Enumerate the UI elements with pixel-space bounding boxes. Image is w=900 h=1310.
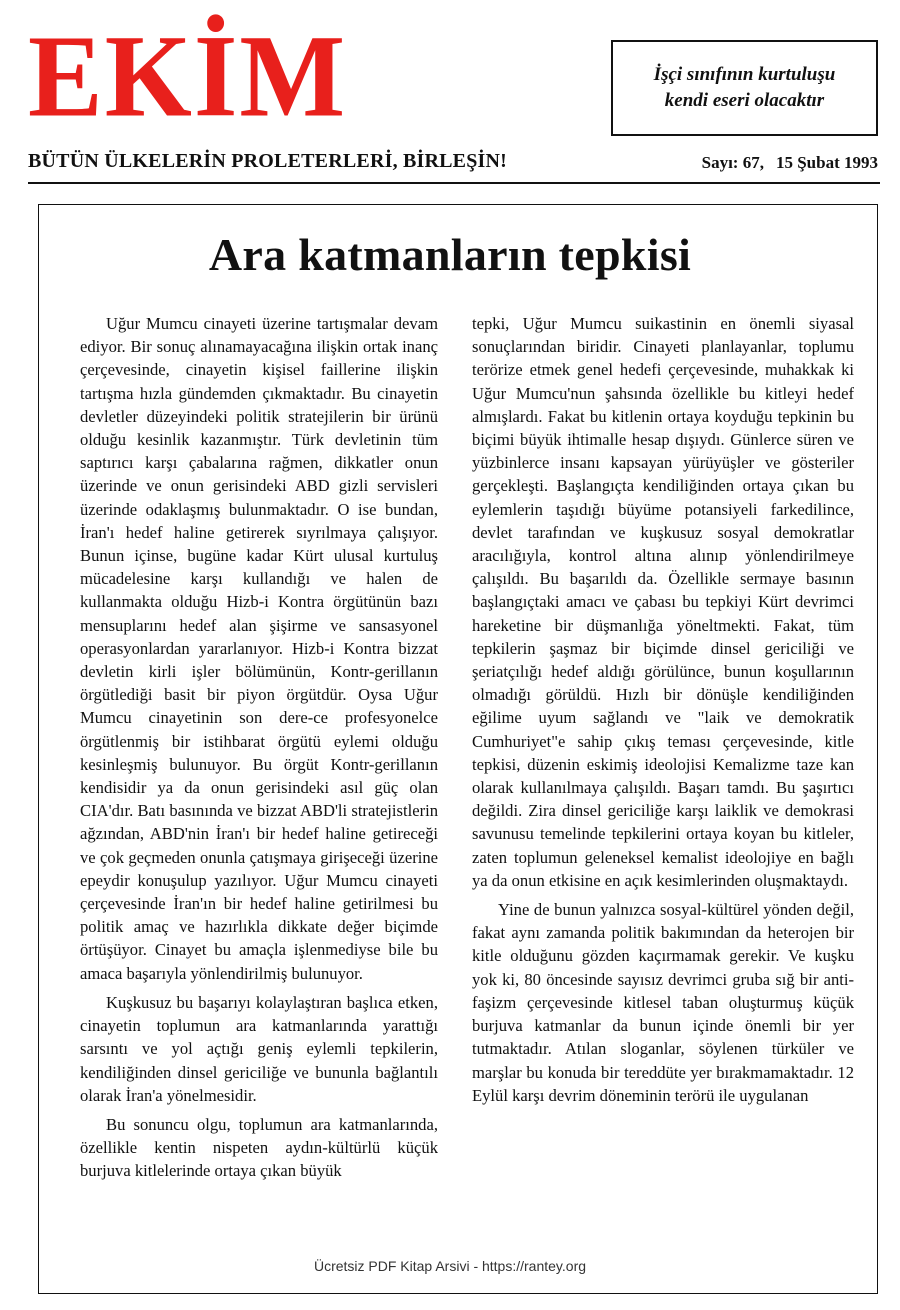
- article-column-left: [80, 312, 438, 1272]
- article-paragraph: Yine de bunun yalnızca sosyal-kültürel yönden değil, fakat aynı zamanda politik bakımından da heterojen bir kitle olduğunu gözden kaçırmamak gerekir. Ve kuşku yok ki, 80 öncesinde sayısız devrimci gruba sığ bir anti-faşizm çerçevesinde kitlesel taban oluşturmuş küçük burjuva katmanlar da bunun içinde önemli bir yer tutmaktadır. Atılan sloganlar, söylenen türküler ve marşlar bu konuda bir tereddüte yer bırakmamaktadır. 12 Eylül karşı devrim döneminin terörü ile uygulanan: [472, 900, 854, 1105]
- issue-number: Sayı: 67,: [701, 153, 764, 172]
- masthead-logo: EKİM: [28, 11, 348, 142]
- issue-info: [702, 153, 878, 173]
- article-headline: Ara katmanların tepkisi: [208, 229, 692, 280]
- masthead-motto: BÜTÜN ÜLKELERİN PROLETERLERİ, BİRLEŞİN!: [28, 150, 508, 172]
- slogan-line-1: İşçi sınıfının kurtuluşu: [653, 64, 836, 85]
- slogan-line-2: kendi eseri olacaktır: [664, 90, 825, 111]
- article-column-right: [472, 312, 854, 1272]
- article-paragraph: tepki, Uğur Mumcu suikastinin en önemli siyasal sonuçlarından biridir. Cinayeti planlayanlar, toplumu terörize etmek genel hedefi çerçevesinde, muhakkak ki Uğur Mumcu'nun şahsında özellikle bu kitleyi hedef almışlardı. Fakat bu kitlenin ortaya koyduğu tepkinin bu biçimi büyük ihtimalle hesap dışıydı. Günlerce süren ve yüzbinlerce insanı kapsayan yürüyüşler ve gösteriler gerçekleşti. Başlangıçta kendiliğinden ortaya çıkan bu eylemlerin taşıdığı büyüme potansiyeli farkedilince, devlet tarafından ve kuşkusuz sosyal demokratlar aracılığıyla, kontrol altına alınıp yönlendirilmeye çalışıldı. Bu başarıldı da. Özellikle sermaye basının başlangıçtaki amacı ve çabası bu tepkiyi Kürt devrimci hareketine bir düşmanlığa yöneltmekti. Fakat, tüm tepkilerin şaşmaz bir biçimde dinsel gericiliği ve şeriatçılığı hedef aldığı görülünce, bunun koşullarının olmadığı görüldü. Hızlı bir dönüşle kendiliğinden eğilime uyum sağlandı ve "laik ve demokratik Cumhuriyet"e sahip çıkış teması çerçevesinde, kitle tepkisi, düzenin eskimiş ideolojisi Kemalizme taze kan olarak kullanılmaya çalışıldı. Başarı tamdı. Bu şaşırtıcı değildi. Zira dinsel gericiliğe karşı laiklik ve demokrasi savunusu temelinde tepkilerini ortaya koyan bu kitleler, zaten toplumun geleneksel kemalist ideolojiye en bağlı ya da onun etkisine en açık kesimlerinden oluşmaktaydı.: [472, 314, 854, 890]
- slogan-box: [611, 40, 878, 136]
- article-paragraph: Kuşkusuz bu başarıyı kolaylaştıran başlıca etken, cinayetin toplumun ara katmanlarında yarattığı sarsıntı ve yol açtığı geniş eylemli tepkilerin, kendiliğinden dinsel gericiliğe ve bununla bağlantılı olarak İran'a yönelmesidir.: [80, 992, 438, 1105]
- article-paragraph: Uğur Mumcu cinayeti üzerine tartışmalar devam ediyor. Bir sonuç alınamayacağına ilişkin ortak inanç çerçevesinde, cinayetin kişisel faillerine ilişkin tartışma hızla gündemden çıkmaktadır. Bu cinayetin devletler düzeyindeki politik stratejilerin bir ürünü olduğu kesinlik kazanmıştır. Türk devletinin tüm saptırıcı karşı çabalarına rağmen, dikkatler onun üzerinde ve onun gerisindeki ABD gizli servisleri üzerinde odaklaşmış bulunmaktadır. O ise bundan, İran'ı hedef haline getirerek sıyrılmaya çalışıyor. Bunun içinse, bugüne kadar Kürt ulusal kurtuluş mücadelesine karşı kullandığı ve halen de kullanmakta olduğu Hizb-i Kontra örgütünün bazı mensuplarını hedef alan şişirme ve sansasyonel operasyonlardan yararlanıyor. Hizb-i Kontra bizzat devletin kirli işler bölümünün, Kontr-gerillanın örgütlediği basit bir piyon örgütdür. Oysa Uğur Mumcu cinayetinin son dere-ce profesyonelce örgütlenmiş bir istihbarat örgütü eylemi olduğu kesinleşmiş bulunuyor. Bu örgüt Kontr-gerillanın kendisidir ya da onun gerisindeki asıl güç olan CIA'dır. Batı basınında ve bizzat ABD'li stratejistlerin ağzından, ABD'nin İran'ı bir hedef haline getireceği ve çok geçmeden onunla çatışmaya girişeceği üzerine epeydir konuşulup yazılıyor. Uğur Mumcu cinayeti çerçevesinde İran'ın bir hedef haline getirilmesi bu politik amaç ve hazırlıkla dikkate değer biçimde örtüşüyor. Cinayet bu amaçla işlenmediyse bile bu amaca başarıyla yönlendirilmiş bulunuyor.: [80, 314, 438, 983]
- masthead-rule: [28, 182, 880, 184]
- issue-date: 15 Şubat 1993: [775, 153, 878, 172]
- article-paragraph: Bu sonuncu olgu, toplumun ara katmanlarında, özellikle kentin nispeten aydın-kültürlü küçük burjuva kitlelerinde ortaya çıkan büyük: [80, 1114, 438, 1181]
- source-watermark: Ücretsiz PDF Kitap Arsivi - https://rantey.org: [313, 1258, 587, 1274]
